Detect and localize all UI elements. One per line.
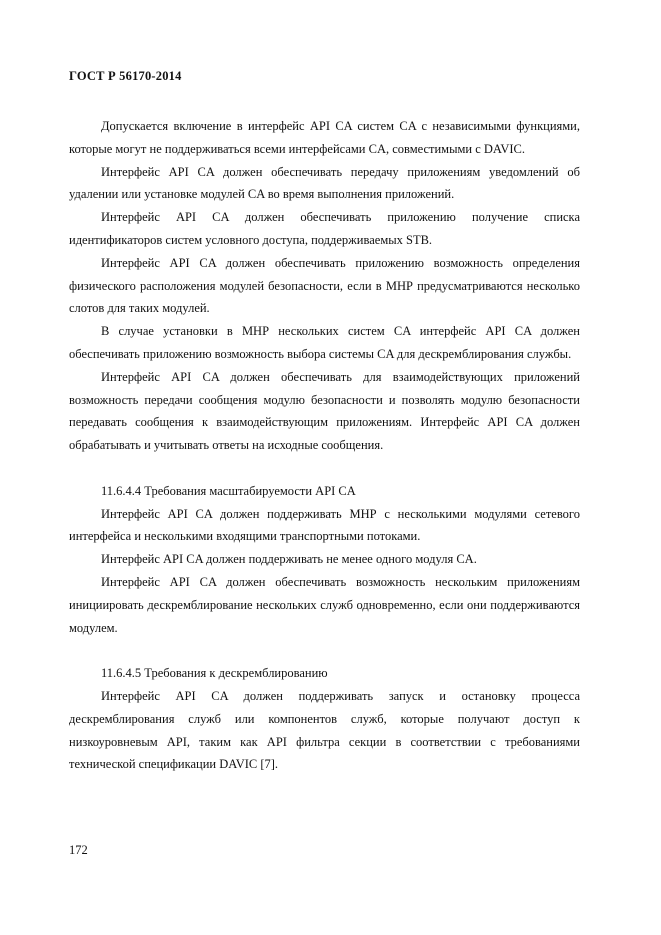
paragraph: Интерфейс API CA должен обеспечивать возможность нескольким приложениям инициировать дескремблирование нескольких служб одновременно, если они поддерживаются модулем. bbox=[69, 574, 580, 635]
document-header: ГОСТ Р 56170-2014 bbox=[69, 69, 182, 83]
paragraph: В случае установки в МНР нескольких систем CA интерфейс API CA должен обеспечивать приложению возможность выбора системы CA для дескремблирования службы. bbox=[69, 324, 580, 361]
paragraph: Допускается включение в интерфейс API CA систем CA с независимыми функциями, которые могут не поддерживаться всеми интерфейсами CA, совместимыми с DAVIC. bbox=[69, 119, 580, 156]
section-heading: 11.6.4.4 Требования масштабируемости API CA bbox=[101, 483, 356, 498]
document-body bbox=[69, 115, 580, 776]
paragraph: Интерфейс API CA должен поддерживать МНР с несколькими модулями сетевого интерфейса и несколькими входящими транспортными потоками. bbox=[69, 506, 580, 544]
paragraph: Интерфейс API CA должен поддерживать не менее одного модуля CA. bbox=[101, 552, 477, 567]
paragraph: Интерфейс API CA должен обеспечивать для взаимодействующих приложений возможность передачи сообщения модулю безопасности и позволять модулю безопасности передавать сообщения к взаимодействующим приложениям. Интерфейс API CA должен обрабатывать и учитывать ответы на исходные сообщения. bbox=[69, 369, 580, 453]
paragraph: Интерфейс API CA должен обеспечивать приложению возможность определения физического расположения модулей безопасности, если в МНР предусматриваются несколько слотов для таких модулей. bbox=[69, 255, 580, 316]
paragraph: Интерфейс API CA должен обеспечивать передачу приложениям уведомлений об удалении или установке модулей CA во время выполнения приложений. bbox=[69, 164, 580, 202]
paragraph: Интерфейс API CA должен поддерживать запуск и остановку процесса дескремблирования служб или компонентов служб, которые получают доступ к низкоуровневым API, таким как API фильтра секции в соответствии с требованиями технической спецификации DAVIC [7]. bbox=[69, 688, 580, 772]
section-spacer bbox=[69, 639, 580, 662]
paragraph: Интерфейс API CA должен обеспечивать приложению получение списка идентификаторов систем условного доступа, поддерживаемых STB. bbox=[69, 210, 580, 247]
section-heading: 11.6.4.5 Требования к дескремблированию bbox=[101, 666, 328, 681]
page-number: 172 bbox=[69, 843, 88, 857]
section-spacer bbox=[69, 457, 580, 480]
